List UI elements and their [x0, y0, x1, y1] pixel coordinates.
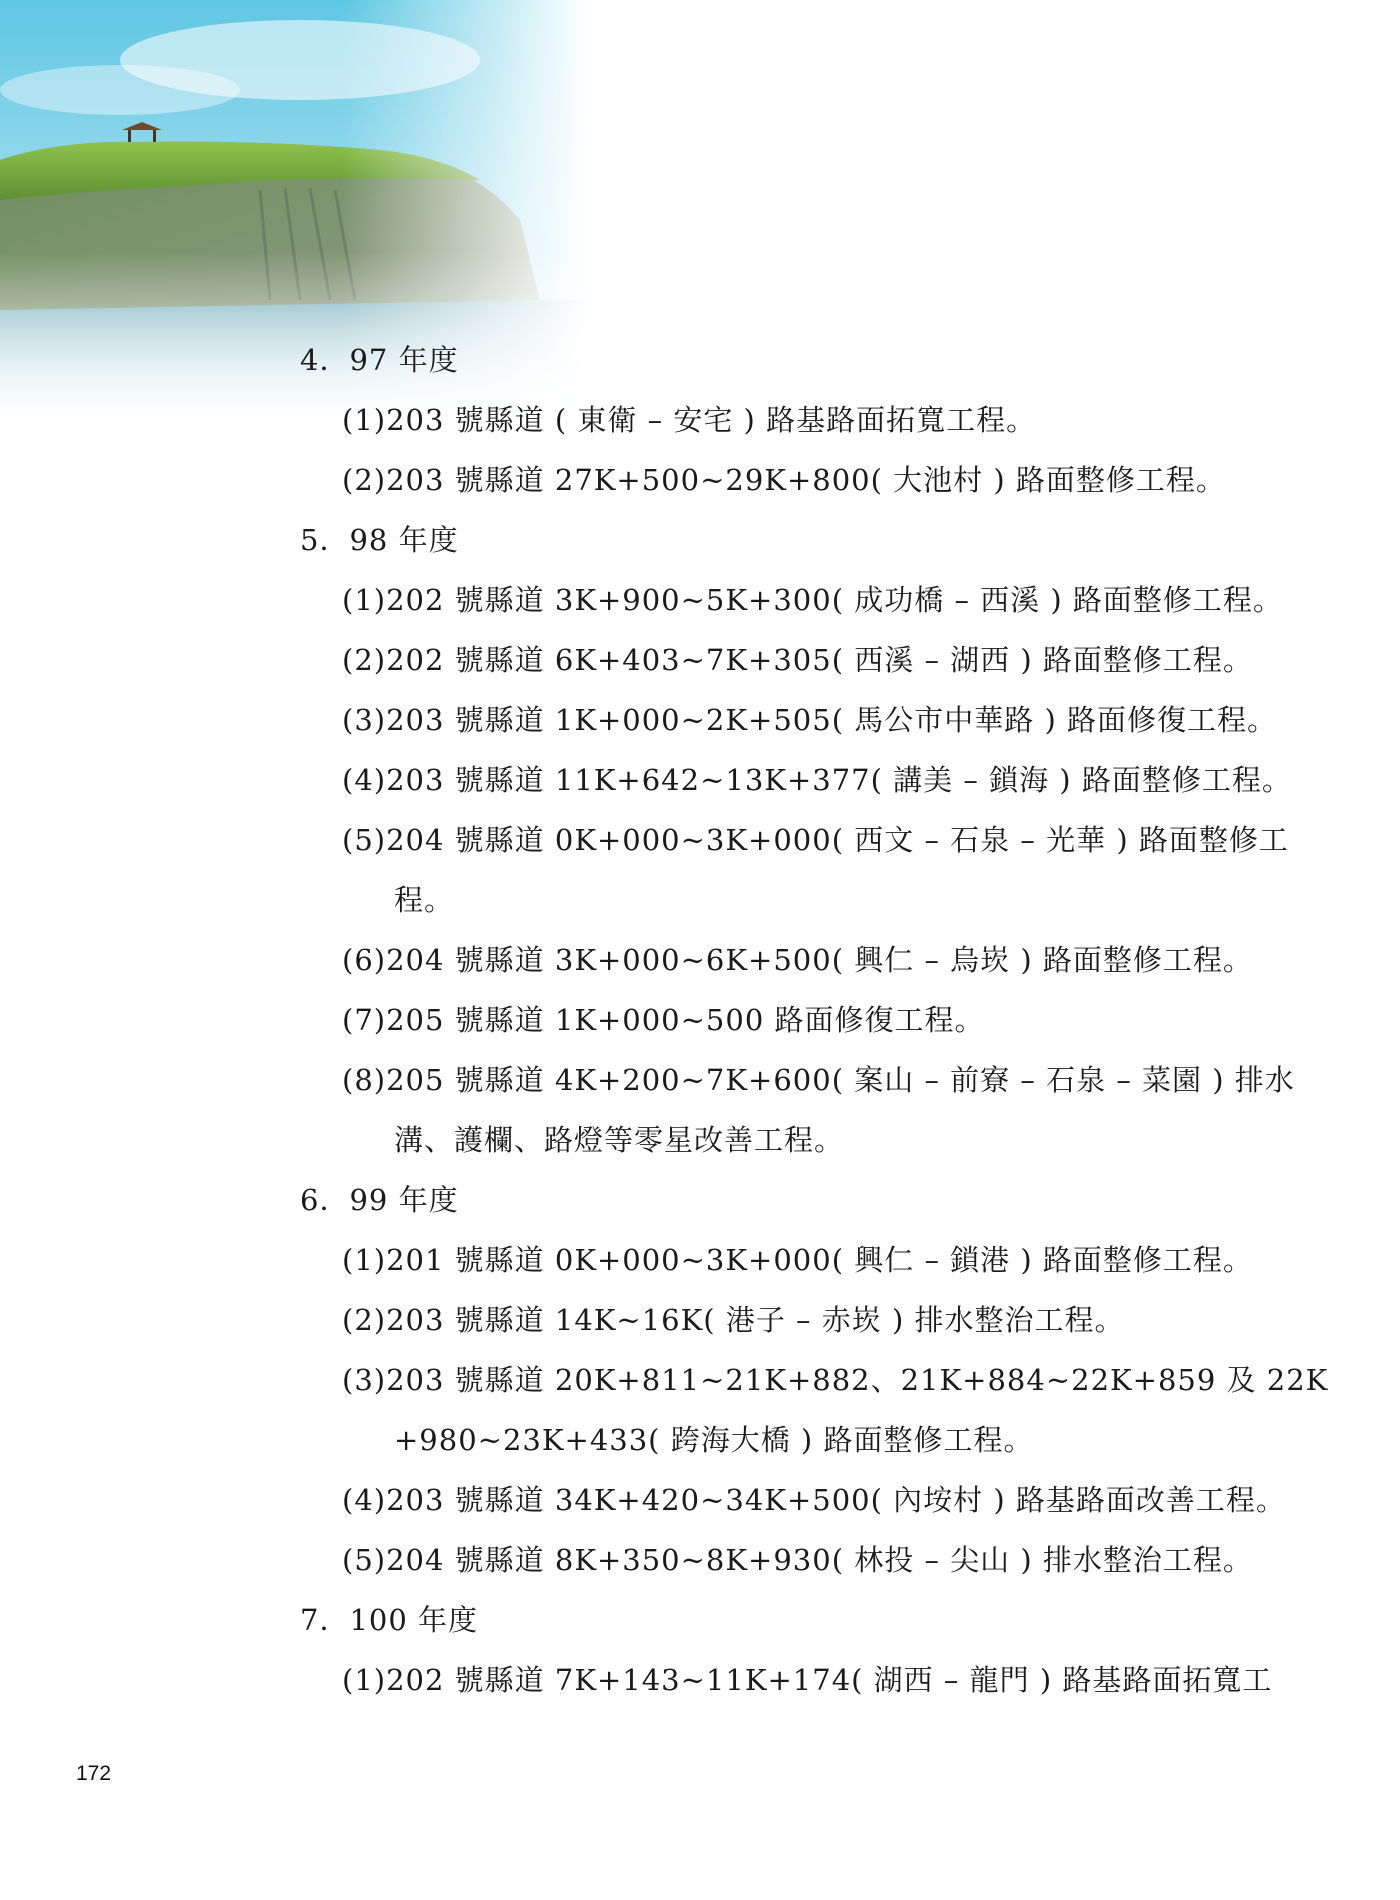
section-heading: 5．98 年度	[300, 523, 459, 557]
list-item: (2)202 號縣道 6K+403~7K+305( 西溪 – 湖西 ) 路面整修工程。	[342, 643, 1253, 677]
document-body	[300, 330, 1329, 1710]
list-item: (5)204 號縣道 8K+350~8K+930( 林投 – 尖山 ) 排水整治工程。	[342, 1543, 1253, 1577]
list-item	[342, 810, 1289, 930]
section-98	[300, 510, 1295, 1170]
list-item: (6)204 號縣道 3K+000~6K+500( 興仁 – 烏崁 ) 路面整修工程。	[342, 943, 1253, 977]
section-heading: 7．100 年度	[300, 1603, 479, 1637]
list-item: (4)203 號縣道 11K+642~13K+377( 講美 – 鎖海 ) 路面整修工程。	[342, 763, 1292, 797]
list-item	[342, 1050, 1295, 1170]
list-item-line: (5)204 號縣道 0K+000~3K+000( 西文 – 石泉 – 光華 ) 路面整修工	[342, 823, 1289, 857]
list-item: (1)201 號縣道 0K+000~3K+000( 興仁 – 鎖港 ) 路面整修工程。	[342, 1243, 1253, 1277]
list-item: (3)203 號縣道 1K+000~2K+505( 馬公市中華路 ) 路面修復工程。	[342, 703, 1277, 737]
section-97	[300, 330, 1260, 510]
list-item: (1)203 號縣道 ( 東衛 – 安宅 ) 路基路面拓寬工程。	[342, 403, 1037, 437]
list-item: (4)203 號縣道 34K+420~34K+500( 內垵村 ) 路基路面改善工程。	[342, 1483, 1286, 1517]
list-item-continuation: +980~23K+433( 跨海大橋 ) 路面整修工程。	[394, 1423, 1034, 1457]
section-99	[300, 1170, 1329, 1590]
section-heading: 4．97 年度	[300, 343, 459, 377]
list-item	[342, 1350, 1329, 1470]
list-item: (1)202 號縣道 3K+900~5K+300( 成功橋 – 西溪 ) 路面整修工程。	[342, 583, 1283, 617]
list-item: (2)203 號縣道 27K+500~29K+800( 大池村 ) 路面整修工程。	[342, 463, 1226, 497]
section-heading: 6．99 年度	[300, 1183, 459, 1217]
list-item: (7)205 號縣道 1K+000~500 路面修復工程。	[342, 1003, 985, 1037]
list-item-line: (8)205 號縣道 4K+200~7K+600( 案山 – 前寮 – 石泉 – 菜園 ) 排水	[342, 1063, 1295, 1097]
list-item: (1)202 號縣道 7K+143~11K+174( 湖西 – 龍門 ) 路基路面拓寬工	[342, 1663, 1273, 1697]
list-item: (2)203 號縣道 14K~16K( 港子 – 赤崁 ) 排水整治工程。	[342, 1303, 1125, 1337]
list-item-continuation: 程。	[394, 883, 455, 917]
list-item-line: (3)203 號縣道 20K+811~21K+882、21K+884~22K+859 及 22K	[342, 1363, 1329, 1397]
page-number: 172	[76, 1762, 112, 1785]
list-item-continuation: 溝、護欄、路燈等零星改善工程。	[394, 1123, 845, 1157]
section-100	[300, 1590, 1273, 1710]
